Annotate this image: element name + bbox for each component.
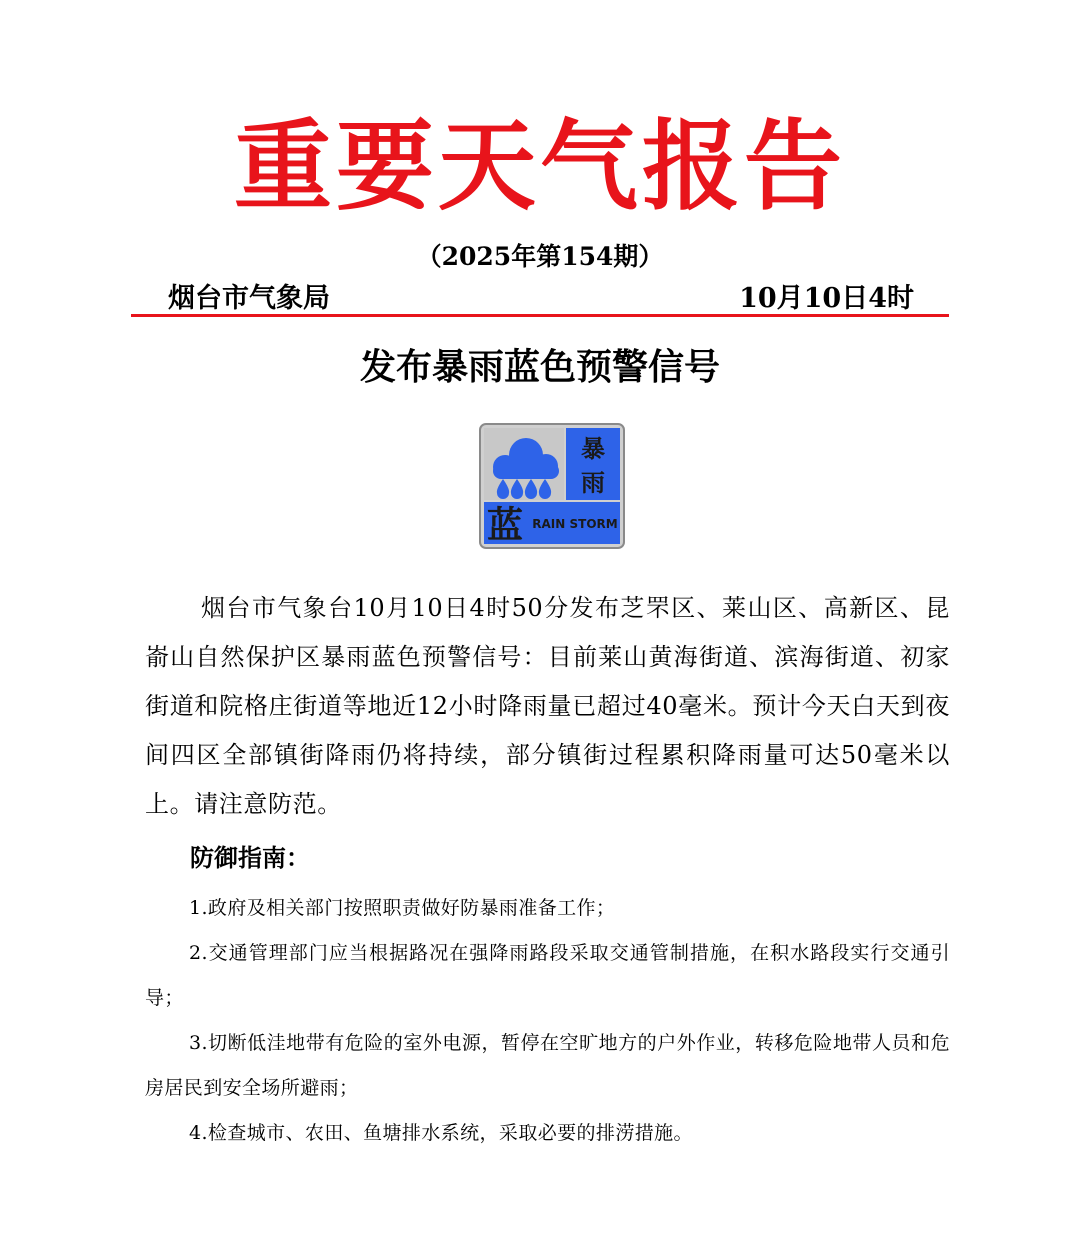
guide-item: 4.检查城市、农田、鱼塘排水系统，采取必要的排涝措施。: [189, 1122, 693, 1144]
icon-english-label: RAIN STORM: [532, 517, 618, 531]
issue-number: （2025年第154期）: [416, 242, 664, 271]
issue-date: 10月10日4时: [739, 283, 914, 314]
icon-label-top: 暴: [581, 435, 605, 463]
icon-level-label: 蓝: [486, 505, 524, 546]
guide-list: [145, 886, 950, 1156]
report-masthead: 重要天气报告: [233, 109, 846, 224]
icon-label-bottom: 雨: [581, 469, 605, 497]
guide-title: 防御指南：: [190, 843, 310, 872]
guide-item: 2.交通管理部门应当根据路况在强降雨路段采取交通管制措施，在积水路段实行交通引导；: [145, 942, 950, 1009]
rainstorm-blue-warning-icon: [479, 423, 625, 549]
guide-item: 1.政府及相关部门按照职责做好防暴雨准备工作；: [189, 897, 616, 919]
warning-headline: 发布暴雨蓝色预警信号: [359, 347, 720, 388]
red-divider: [131, 314, 949, 317]
guide-item: 3.切断低洼地带有危险的室外电源，暂停在空旷地方的户外作业，转移危险地带人员和危房居民到安全场所避雨；: [145, 1032, 950, 1099]
issuer-name: 烟台市气象局: [168, 283, 330, 314]
warning-body-text: 烟台市气象台10月10日4时50分发布芝罘区、莱山区、高新区、昆嵛山自然保护区暴雨蓝色预警信号：目前莱山黄海街道、滨海街道、初家街道和院格庄街道等地近12小时降雨量已超过40毫米。预计今天白天到夜间四区全部镇街降雨仍将持续，部分镇街过程累积降雨量可达50毫米以上。请注意防范。: [145, 594, 950, 818]
